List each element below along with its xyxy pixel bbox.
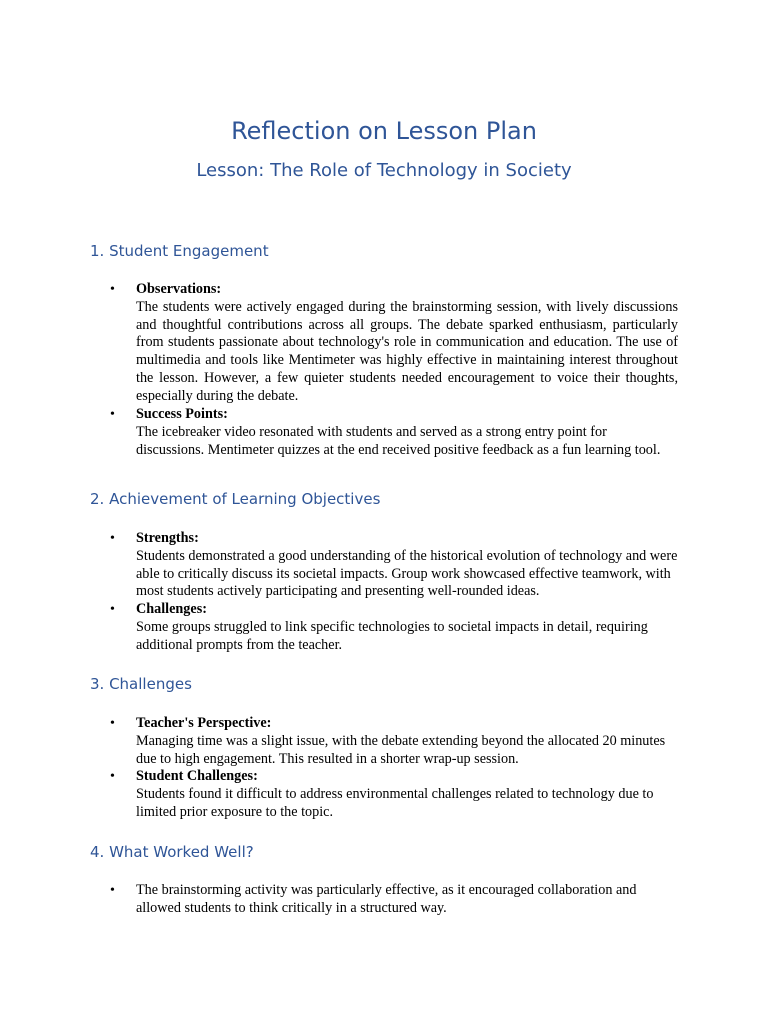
list-item-strengths xyxy=(110,530,678,601)
section-heading-student-engagement: 1. Student Engagement xyxy=(90,242,269,260)
document-title: Reflection on Lesson Plan xyxy=(231,117,537,145)
list-item-student-challenges xyxy=(110,768,678,821)
item-text: The brainstorming activity was particularly effective, as it encouraged collaboration and allowed students to think critically in a structured way. xyxy=(136,882,637,916)
list-item-brainstorming xyxy=(110,882,678,918)
document-subtitle: Lesson: The Role of Technology in Society xyxy=(196,160,572,181)
item-text: Managing time was a slight issue, with the debate extending beyond the allocated 20 minutes due to high engagement. This resulted in a shorter wrap-up session. xyxy=(136,732,666,767)
bullet-icon: • xyxy=(110,282,115,297)
bullet-icon: • xyxy=(110,769,115,784)
bullet-icon: • xyxy=(110,716,115,731)
item-text: The students were actively engaged during the brainstorming session, with lively discussions and thoughtful contributions across all groups. The debate sparked enthusiasm, particularly from students passionate about technology's role in communication and education. The use of multimedia and tools like Mentimeter was highly effective in maintaining interest throughout the lesson. However, a few quieter students needed encouragement to voice their thoughts, especially during the debate. xyxy=(136,298,678,404)
bullet-icon: • xyxy=(110,407,115,422)
item-text: Students found it difficult to address environmental challenges related to technology due to limited prior exposure to the topic. xyxy=(136,785,654,820)
bullet-icon: • xyxy=(110,602,115,617)
item-text: The icebreaker video resonated with students and served as a strong entry point for discussions. Mentimeter quizzes at the end received positive feedback as a fun learning tool. xyxy=(136,423,661,458)
item-label: Teacher's Perspective: xyxy=(136,715,272,731)
item-label: Strengths: xyxy=(136,530,199,546)
list-item-teachers-perspective xyxy=(110,715,678,768)
list-item-success-points xyxy=(110,406,678,459)
list-item-observations xyxy=(110,281,678,406)
section-heading-learning-objectives: 2. Achievement of Learning Objectives xyxy=(90,490,381,508)
item-label: Observations: xyxy=(136,281,222,297)
bullet-icon: • xyxy=(110,531,115,546)
section-heading-challenges: 3. Challenges xyxy=(90,675,192,693)
list-item-challenges xyxy=(110,601,678,654)
item-text: Students demonstrated a good understanding of the historical evolution of technology and were able to critically discuss its societal impacts. Group work showcased effective teamwork, with most students actively participating and presenting well-rounded ideas. xyxy=(136,547,678,600)
item-label: Challenges: xyxy=(136,601,207,617)
section-heading-what-worked-well: 4. What Worked Well? xyxy=(90,843,254,861)
item-text: Some groups struggled to link specific technologies to societal impacts in detail, requiring additional prompts from the teacher. xyxy=(136,618,648,653)
item-label: Success Points: xyxy=(136,406,228,422)
item-label: Student Challenges: xyxy=(136,768,258,784)
bullet-icon: • xyxy=(110,883,115,898)
